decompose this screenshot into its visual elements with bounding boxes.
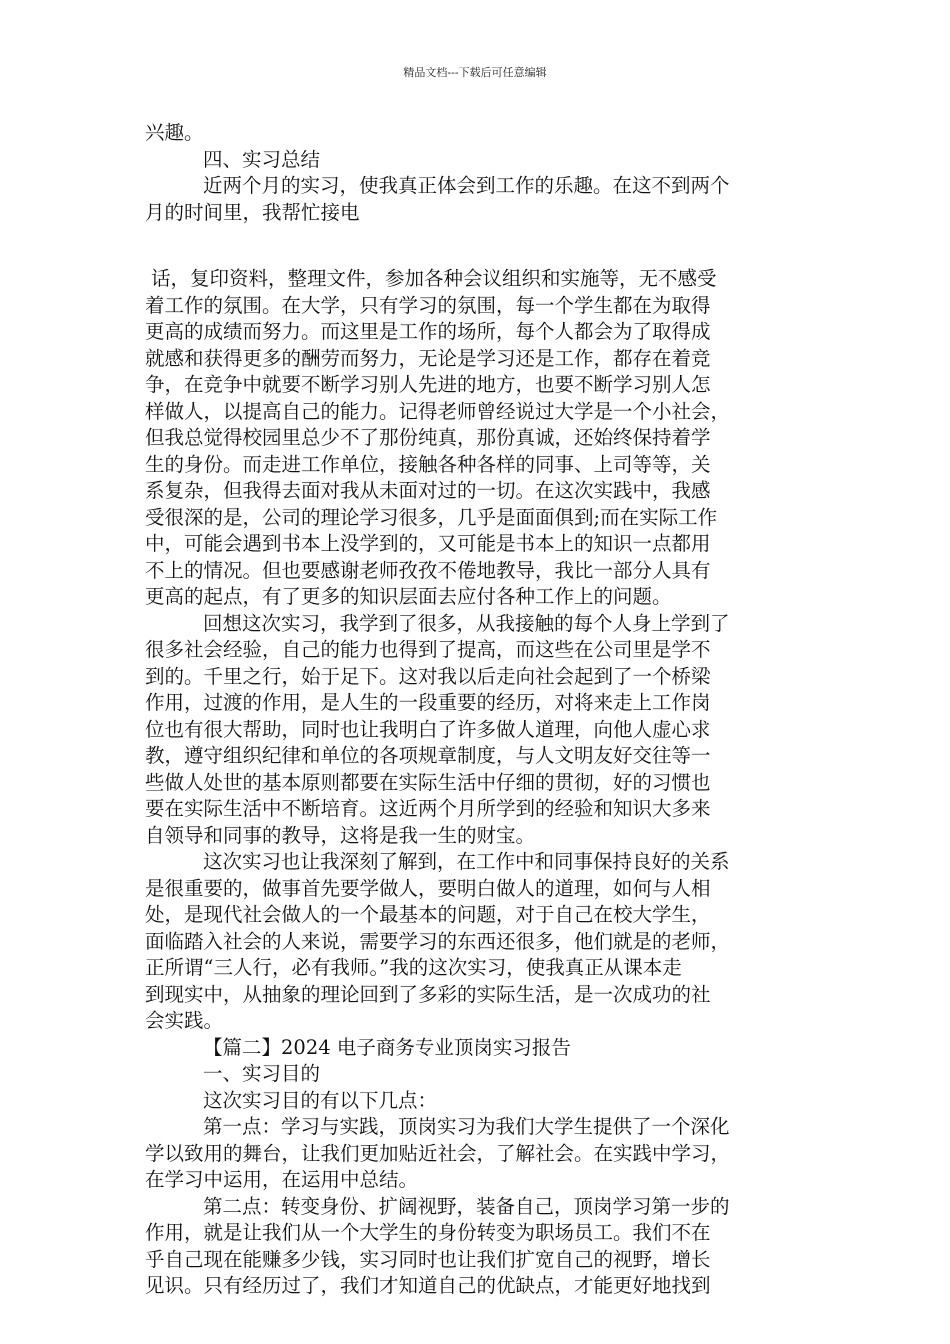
section-heading: 四、实习总结 [203, 147, 321, 171]
text-line: 些做人处世的基本原则都要在实际生活中仔细的贯彻，好的习惯也 [145, 770, 711, 794]
text-line: 这次实习目的有以下几点： [203, 1088, 438, 1112]
text-line: 兴趣。 [145, 121, 204, 144]
document-body [145, 120, 815, 1300]
text-line: 不上的情况。但也要感谢老师孜孜不倦地教导，我比一部分人具有 [145, 558, 711, 582]
paragraph-gap [145, 226, 815, 266]
text-line: 学以致用的舞台，让我们更加贴近社会，了解社会。在实践中学习， [145, 1141, 731, 1165]
text-line: 到的。千里之行，始于足下。这对我以后走向社会起到了一个桥梁 [145, 664, 711, 688]
text-line: 面临踏入社会的人来说，需要学习的东西还很多，他们就是的老师， [145, 929, 731, 953]
page-header-watermark: 精品文档---下载后可任意编辑 [403, 66, 547, 79]
text-line: 见识。只有经历过了，我们才知道自己的优缺点，才能更好地找到 [145, 1274, 711, 1297]
text-line: 生的身份。而走进工作单位，接触各种各样的同事、上司等等，关 [145, 452, 711, 476]
text-line: 作用，过渡的作用，是人生的一段重要的经历，对将来走上工作岗 [145, 691, 711, 714]
section-heading: 一、实习目的 [203, 1062, 321, 1085]
text-line: 正所谓“三人行，必有我师。”我的这次实习，使我真正从课本走 [145, 956, 682, 979]
text-line: 争，在竞争中就要不断学习别人先进的地方，也要不断学习别人怎 [145, 373, 711, 396]
text-line: 更高的起点，有了更多的知识层面去应付各种工作上的问题。 [145, 585, 672, 608]
text-line: 要在实际生活中不断培育。这近两个月所学到的经验和知识大多来 [145, 797, 711, 820]
text-line: 受很深的是，公司的理论学习很多，几乎是面面俱到;而在实际工作 [145, 505, 718, 529]
text-line: 在学习中运用，在运用中总结。 [145, 1168, 419, 1191]
text-line: 就感和获得更多的酬劳而努力，无论是学习还是工作，都存在着竞 [145, 346, 711, 370]
text-line: 月的时间里，我帮忙接电 [145, 200, 360, 224]
text-line: 样做人，以提高自己的能力。记得老师曾经说过大学是一个小社会， [145, 399, 731, 423]
text-line: 第一点：学习与实践，顶岗实习为我们大学生提供了一个深化 [203, 1115, 730, 1138]
text-line: 更高的成绩而努力。而这里是工作的场所，每个人都会为了取得成 [145, 320, 711, 343]
text-line: 第二点：转变身份、扩阔视野，装备自己，顶岗学习第一步的 [203, 1194, 730, 1218]
text-line: 乎自己现在能赚多少钱，实习同时也让我们扩宽自己的视野，增长 [145, 1247, 711, 1271]
text-line: 位也有很大帮助，同时也让我明白了许多做人道理，向他人虚心求 [145, 717, 711, 741]
text-line: 中，可能会遇到书本上没学到的，又可能是书本上的知识一点都用 [145, 532, 711, 555]
text-line: 系复杂，但我得去面对我从未面对过的一切。在这次实践中，我感 [145, 479, 711, 502]
text-line: 但我总觉得校园里总少不了那份纯真，那份真诚，还始终保持着学 [145, 426, 711, 449]
text-line: 教，遵守组织纪律和单位的各项规章制度，与人文明友好交往等一 [145, 744, 711, 767]
text-line: 作用，就是让我们从一个大学生的身份转变为职场员工。我们不在 [145, 1221, 711, 1244]
text-line: 回想这次实习，我学到了很多，从我接触的每个人身上学到了 [203, 611, 730, 635]
text-line: 处，是现代社会做人的一个最基本的问题，对于自己在校大学生， [145, 903, 711, 926]
text-line: 到现实中，从抽象的理论回到了多彩的实际生活，是一次成功的社 [145, 982, 711, 1006]
text-line: 话，复印资料，整理文件，参加各种会议组织和实施等，无不感受 [151, 267, 717, 290]
text-line: 着工作的氛围。在大学，只有学习的氛围，每一个学生都在为取得 [145, 293, 711, 317]
text-line: 很多社会经验，自己的能力也得到了提高，而这些在公司里是学不 [145, 638, 711, 661]
text-line: 自领导和同事的教导，这将是我一生的财宝。 [145, 823, 536, 847]
text-line: 这次实习也让我深刻了解到，在工作中和同事保持良好的关系 [203, 850, 730, 873]
text-line: 是很重要的，做事首先要学做人，要明白做人的道理，如何与人相 [145, 876, 711, 900]
text-line: 会实践。 [145, 1009, 224, 1032]
section-heading: 【篇二】2024 电子商务专业顶岗实习报告 [203, 1035, 571, 1059]
text-line: 近两个月的实习，使我真正体会到工作的乐趣。在这不到两个 [203, 174, 730, 197]
